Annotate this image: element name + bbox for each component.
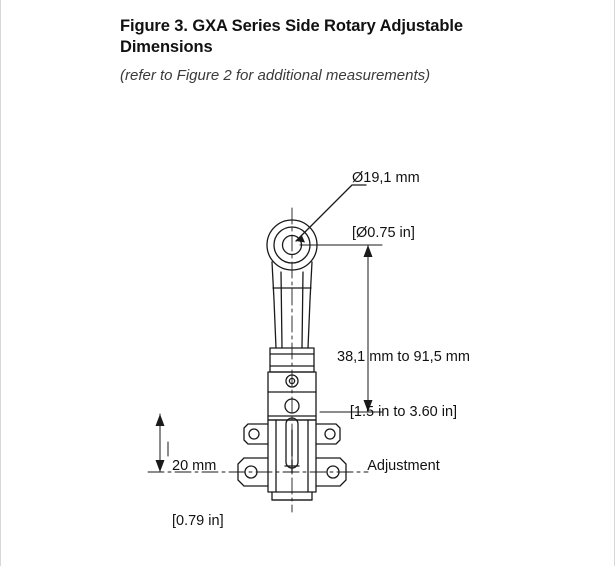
adjustment-imperial-text: [1.5 in to 3.60 in] xyxy=(349,403,458,420)
offset-metric-text: 20 mm xyxy=(172,458,217,475)
dimension-offset xyxy=(156,414,169,472)
figure-title: Figure 3. GXA Series Side Rotary Adjustable Dimensions xyxy=(120,17,463,57)
adjustment-metric-text: 38,1 mm to 91,5 mm xyxy=(337,349,470,366)
diameter-callout xyxy=(352,133,420,278)
offset-callout xyxy=(172,421,224,566)
diameter-imperial-text: [Ø0.75 in] xyxy=(352,224,415,241)
diameter-metric-text: Ø19,1 mm xyxy=(352,170,420,187)
offset-imperial-text: [0.79 in] xyxy=(172,512,224,529)
adjustment-callout xyxy=(337,312,470,511)
adjustment-word-text: Adjustment xyxy=(367,458,440,474)
figure-subtitle: (refer to Figure 2 for additional measurements) xyxy=(120,67,431,85)
